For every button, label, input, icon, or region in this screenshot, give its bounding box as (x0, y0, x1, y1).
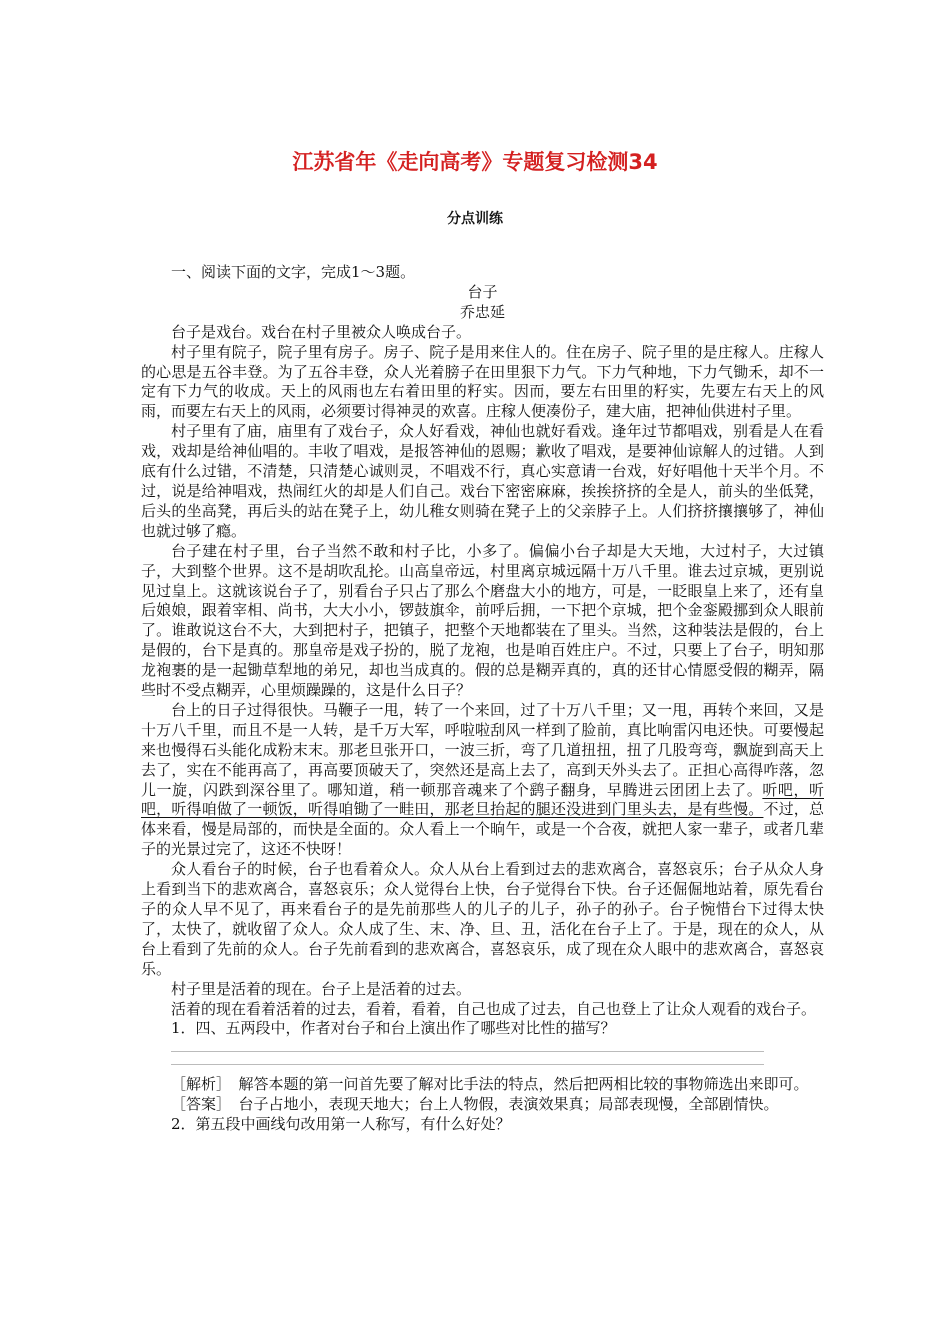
article-title: 台子 (467, 282, 498, 301)
section-subtitle: 分点训练 (447, 211, 503, 227)
document-body (141, 263, 824, 1135)
question-2: 2．第五段中画线句改用第一人称写，有什么好处？ (171, 1115, 511, 1134)
question-1: 1．四、五两段中，作者对台子和台上演出作了哪些对比性的描写？ (171, 1019, 616, 1038)
article-author: 乔忠延 (459, 302, 505, 321)
answer-line (171, 1052, 764, 1065)
paragraph-5-text: 台上的日子过得很快。马鞭子一甩，转了一个来回，过了十万八千里；又一甩，再转个来回，又是十万八千里，而且不是一人转，是千万大军，呼啦啦刮风一样到了脸前，真比响雷闪电还快。可要慢起来也慢得石头能化成粉末末。那老旦张开口，一波三折，弯了几道扭扭，扭了几股弯弯，飘旋到高天上去了，实在不能再高了，再高要顶破天了，突然还是高上去了，高到天外头去了。正担心高得咋落，忽儿一旋，闪跌到深谷里了。哪知道，稍一顿那音魂来了个鹞子翻身，早腾进云团团上去了。 (141, 700, 824, 799)
paragraph-8: 活着的现在看着活着的过去，看着，看着，自己也成了过去，自己也登上了让众人观看的戏台子。 (171, 999, 817, 1018)
paragraph-3: 村子里有了庙，庙里有了戏台子，众人好看戏，神仙也就好看戏。逢年过节都唱戏，别看是人在看戏，戏却是给神仙唱的。丰收了唱戏，是报答神仙的恩赐；歉收了唱戏，是要神仙谅解人的过错。人到底有什么过错，不清楚，只清楚心诚则灵，不唱戏不行，真心实意请一台戏，好好唱他十天半个月。不过，说是给神唱戏，热闹红火的却是人们自己。戏台下密密麻麻，挨挨挤挤的全是人，前头的坐低凳，后头的坐高凳，再后头的站在凳子上，幼儿稚女则骑在凳子上的父亲脖子上。人们挤挤攘攘够了，神仙也就过够了瘾。 (141, 422, 824, 540)
paragraph-5-tail: 不过，总体来看，慢是局部的，而快是全面的。众人看上一个晌午，或是一个合夜，就把人家一辈子，或者几辈子的光景过完了，这还不快呀！ (141, 800, 824, 859)
analysis: ［解析］ 解答本题的第一问首先要了解对比手法的特点，然后把两相比较的事物筛选出来即可。 (171, 1075, 809, 1094)
paragraph-2: 村子里有院子，院子里有房子。房子、院子是用来住人的。住在房子、院子里的是庄稼人。庄稼人的心思是五谷丰登。为了五谷丰登，众人光着膀子在田里狠下力气。下力气种地，下力气锄禾，却不一定有下力气的收成。天上的风雨也左右着田里的籽实。因而，要左右田里的籽实，先要左右天上的风雨，而要左右天上的风雨，必须要讨得神灵的欢喜。庄稼人便凑份子，建大庙，把神仙供进村子里。 (141, 342, 824, 421)
answer: ［答案］ 台子占地小，表现天地大；台上人物假，表演效果真；局部表现慢，全部剧情快。 (171, 1095, 779, 1114)
document-title: 江苏省年《走向高考》专题复习检测34 (292, 150, 658, 174)
paragraph-1: 台子是戏台。戏台在村子里被众人唤成台子。 (171, 322, 472, 341)
answer-line (171, 1039, 764, 1052)
paragraph-7: 村子里是活着的现在。台子上是活着的过去。 (171, 979, 472, 998)
paragraph-5 (141, 701, 824, 860)
paragraph-4: 台子建在村子里，台子当然不敢和村子比，小多了。偏偏小台子却是大天地，大过村子，大过镇子，大到整个世界。这不是胡吹乱抡。山高皇帝远，村里离京城远隔十万八千里。谁去过京城，更别说见过皇上。这就该说台子了，别看台子只占了那么个磨盘大小的地方，可是，一眨眼皇上来了，还有皇后娘娘，跟着宰相、尚书，大大小小，锣鼓旗伞，前呼后拥，一下把个京城，把个金銮殿挪到众人眼前了。谁敢说这台不大，大到把村子，把镇子，把整个天地都装在了里头。当然，这种装法是假的，台上是假的，台下是真的。那皇帝是戏子扮的，脱了龙袍，也是咱百姓庄户。不过，只要上了台子，明知那龙袍裹的是一起锄草犁地的弟兄，却也当成真的。假的总是糊弄真的，真的还甘心情愿受假的糊弄，隔些时不受点糊弄，心里烦躁躁的，这是什么日子？ (141, 541, 824, 700)
paragraph-6: 众人看台子的时候，台子也看着众人。众人从台上看到过去的悲欢离合，喜怒哀乐；台子从众人身上看到当下的悲欢离合，喜怒哀乐；众人觉得台上快，台子觉得台下快。台子还倔倔地站着，原先看台子的众人早不见了，再来看台子的是先前那些人的儿子的儿子，孙子的孙子。台子惋惜台下过得太快了，太快了，就收留了众人。众人成了生、末、净、旦、丑，活化在台子上了。于是，现在的众人，从台上看到了先前的众人。台子先前看到的悲欢离合，喜怒哀乐，成了现在众人眼中的悲欢离合，喜怒哀乐。 (141, 860, 824, 978)
underlined-sentence: 听吧，听吧，听得咱做了一顿饭，听得咱锄了一畦田，那老旦抬起的腿还没进到门里头去，是有些慢。 (141, 780, 824, 819)
instruction: 一、阅读下面的文字，完成1～3题。 (171, 263, 416, 281)
